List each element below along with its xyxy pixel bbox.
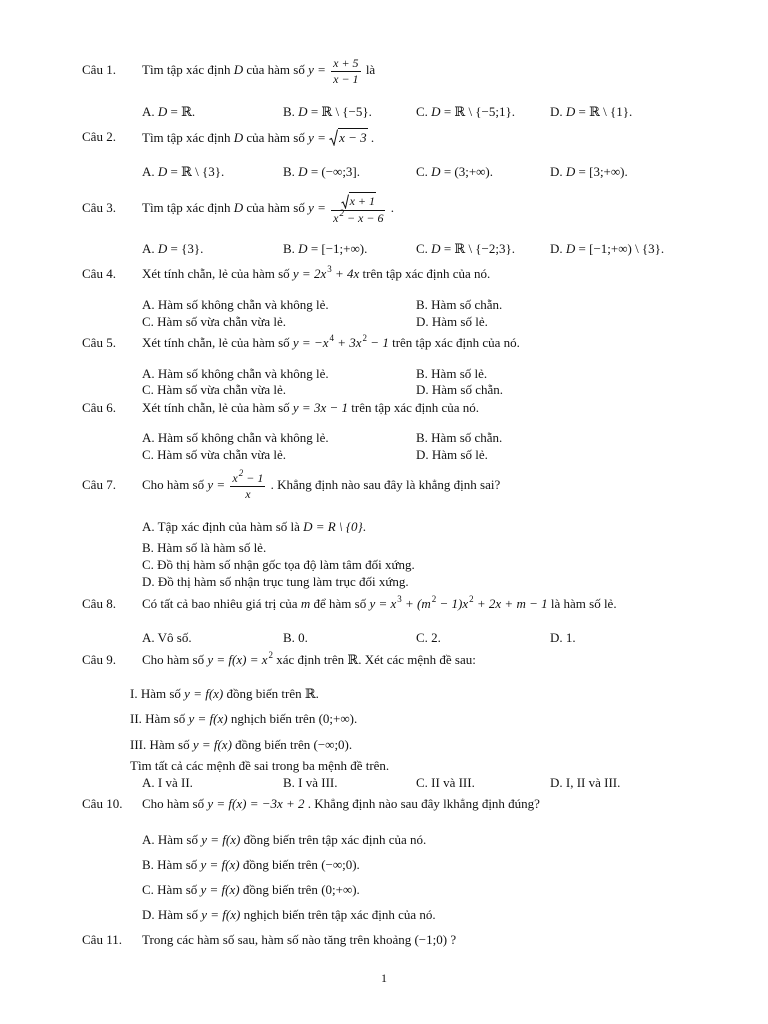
stem-text: . — [370, 130, 375, 145]
math-expression: y = f(x) — [201, 907, 241, 922]
option-a — [142, 104, 195, 120]
prompt-text: Tìm tất cả các mệnh đề sai trong ba mệnh đề trên. — [130, 758, 390, 773]
option-letter: B. — [283, 241, 295, 256]
statement-text: I. Hàm số — [130, 686, 181, 701]
option-value: = ℝ \ {1}. — [578, 104, 633, 119]
stem-text: Cho hàm số — [142, 652, 205, 667]
question-10-option-a — [0, 832, 768, 848]
math-variable: D — [565, 104, 576, 119]
question-7-option-c — [0, 557, 768, 573]
question-6 — [0, 400, 768, 416]
radical-sign — [341, 194, 349, 209]
math-variable: D — [431, 241, 441, 256]
option-b: B. Hàm số chẵn. — [416, 297, 503, 312]
math-lhs: y = — [308, 62, 326, 77]
question-2 — [0, 129, 768, 145]
option-text: C. Hàm số — [142, 882, 198, 897]
option-b: B. 0. — [283, 630, 308, 645]
question-stem — [142, 55, 376, 86]
question-label: Câu 10. — [82, 796, 123, 811]
option-d — [550, 241, 664, 257]
question-label: Câu 2. — [82, 129, 116, 144]
question-4-options-row-1 — [0, 297, 768, 313]
option-letter: C. — [416, 164, 428, 179]
option-d: D. Hàm số lẻ. — [416, 447, 488, 462]
stem-text: là — [365, 62, 376, 77]
stem-text: Xét tính chẵn, lẻ của hàm số — [142, 335, 290, 350]
question-9-statement-2 — [0, 711, 768, 727]
question-10-option-b — [0, 857, 768, 873]
fraction-numerator: x + 5 — [333, 55, 359, 70]
option-text: A. Hàm số — [142, 832, 198, 847]
fraction-numerator — [230, 467, 265, 487]
question-11 — [0, 932, 768, 948]
question-9 — [0, 652, 768, 668]
question-label: Câu 3. — [82, 200, 116, 215]
question-stem — [142, 266, 490, 282]
math-variable: D — [233, 62, 244, 77]
stem-text: là hàm số lẻ. — [550, 596, 617, 611]
question-label: Câu 4. — [82, 266, 116, 281]
option-d — [550, 104, 632, 120]
fraction-denominator — [331, 207, 385, 225]
math-expression: − 1)x — [439, 596, 469, 611]
option-c — [416, 164, 493, 180]
stem-text: trên tập xác định của nó. — [392, 335, 520, 350]
math-set: ℝ — [347, 652, 359, 667]
option-text: nghịch biến trên tập xác định của nó. — [243, 907, 436, 922]
question-stem — [142, 596, 617, 612]
math-lhs: y = — [308, 200, 326, 215]
question-7-option-a — [0, 519, 768, 535]
fraction-denominator: x — [245, 486, 251, 501]
option-text: B. Hàm số — [142, 857, 198, 872]
math-expression: y = f(x) = x — [207, 652, 268, 667]
math-variable: D — [157, 164, 168, 179]
math-lhs: y = — [207, 477, 226, 492]
option-a — [142, 241, 203, 257]
stem-text: . Khẳng định nào sau đây lkhẳng định đúng? — [307, 796, 540, 811]
fraction — [230, 467, 265, 501]
math-variable: m — [300, 596, 311, 611]
option-c — [416, 104, 515, 120]
option-value: = ℝ \ {−5;1}. — [443, 104, 515, 119]
page-number: 1 — [381, 971, 387, 985]
option-d: D. I, II và III. — [550, 775, 621, 790]
option-a: A. Hàm số không chẵn và không lẻ. — [142, 297, 329, 312]
option-c: C. Đồ thị hàm số nhận gốc tọa độ làm tâm đối xứng. — [142, 557, 415, 572]
option-value: = ℝ. — [170, 104, 196, 119]
option-d: D. Đồ thị hàm số nhận trục tung làm trục đối xứng. — [142, 574, 409, 589]
option-a: A. I và II. — [142, 775, 193, 790]
option-c: C. Hàm số vừa chẵn vừa lẻ. — [142, 382, 287, 397]
stem-text: Tìm tập xác định — [142, 130, 231, 145]
question-stem — [142, 652, 476, 668]
stem-text: Xét tính chẵn, lẻ của hàm số — [142, 266, 290, 281]
stem-text: của hàm số — [246, 62, 305, 77]
exponent: 4 — [329, 333, 334, 343]
math-interval: (−1;0) — [414, 932, 448, 947]
math-expression: y = f(x) — [184, 686, 224, 701]
math-variable: D — [298, 241, 308, 256]
math-expression: − 1 — [370, 335, 389, 350]
option-letter: A. — [142, 104, 155, 119]
option-a: A. Hàm số không chẵn và không lẻ. — [142, 430, 329, 445]
math-variable: D — [431, 164, 441, 179]
math-variable: D — [565, 164, 576, 179]
option-b: B. Hàm số lẻ. — [416, 366, 488, 381]
option-b — [283, 104, 372, 120]
option-letter: C. — [416, 104, 428, 119]
numerator-term: − 1 — [246, 470, 264, 485]
question-4 — [0, 266, 768, 282]
math-expression: D = R \ {0} — [303, 519, 363, 534]
math-expression: + (m — [405, 596, 431, 611]
stem-text: Trong các hàm số sau, hàm số nào tăng trên khoảng — [142, 932, 412, 947]
question-8-options — [0, 630, 768, 646]
statement-text: III. Hàm số — [130, 737, 190, 752]
option-text: A. Tập xác định của hàm số là — [142, 519, 300, 534]
option-b: B. Hàm số là hàm số lẻ. — [142, 540, 267, 555]
option-letter: D. — [550, 241, 563, 256]
option-text: đồng biến trên tập xác định của nó. — [243, 832, 427, 847]
radicand: x + 1 — [349, 193, 376, 208]
option-c: C. Hàm số vừa chẵn vừa lẻ. — [142, 447, 287, 462]
question-10-option-c — [0, 882, 768, 898]
option-value: = [−1;+∞) \ {3}. — [578, 241, 665, 256]
question-label: Câu 9. — [82, 652, 116, 667]
exponent: 2 — [268, 650, 273, 660]
stem-text: Xét tính chẵn, lẻ của hàm số — [142, 400, 290, 415]
statement-text: đồng biến trên — [226, 686, 302, 701]
option-letter: A. — [142, 164, 155, 179]
radical-sign — [329, 129, 338, 146]
option-c — [142, 882, 360, 898]
question-label: Câu 6. — [82, 400, 116, 415]
math-variable: D — [233, 130, 244, 145]
question-8 — [0, 596, 768, 612]
option-value: = ℝ \ {3}. — [170, 164, 225, 179]
math-variable: D — [565, 241, 576, 256]
question-9-statement-3 — [0, 737, 768, 753]
question-6-options-row-1 — [0, 430, 768, 446]
math-expression: y = 3x − 1 — [292, 400, 348, 415]
question-3-options — [0, 241, 768, 257]
option-a — [142, 164, 224, 180]
statement — [130, 737, 352, 753]
stem-text: trên tập xác định của nó. — [351, 400, 480, 415]
math-variable: D — [157, 104, 168, 119]
math-interval: ℝ. — [304, 686, 319, 701]
option-value: = ℝ \ {−2;3}. — [443, 241, 515, 256]
math-expression: y = f(x) — [192, 737, 232, 752]
option-d — [142, 907, 436, 923]
option-d — [550, 164, 628, 180]
math-expression: y = f(x) — [188, 711, 228, 726]
option-a: A. Hàm số không chẵn và không lẻ. — [142, 366, 329, 381]
stem-text: trên tập xác định của nó. — [362, 266, 491, 281]
stem-text: Cho hàm số — [142, 796, 205, 811]
math-variable: D — [157, 241, 168, 256]
question-6-options-row-2 — [0, 447, 768, 463]
question-stem — [142, 335, 520, 351]
math-expression: y = −x — [292, 335, 329, 350]
math-expression: y = 2x — [292, 266, 327, 281]
question-stem — [142, 193, 394, 225]
option-c — [416, 241, 515, 257]
question-9-statement-1 — [0, 686, 768, 702]
question-7 — [0, 467, 768, 501]
stem-text: Cho hàm số — [142, 477, 205, 492]
option-d: D. Hàm số lẻ. — [416, 314, 488, 329]
option-text: đồng biến trên — [242, 882, 318, 897]
question-9-options — [0, 775, 768, 791]
question-label: Câu 1. — [82, 62, 116, 77]
question-10-option-d — [0, 907, 768, 923]
question-1 — [0, 55, 768, 86]
option-b: B. I và III. — [283, 775, 338, 790]
math-expression: + 3x — [337, 335, 362, 350]
question-3 — [0, 193, 768, 225]
stem-text: . — [390, 200, 394, 215]
question-4-options-row-2 — [0, 314, 768, 330]
question-label: Câu 8. — [82, 596, 116, 611]
stem-text: của hàm số — [246, 130, 305, 145]
math-expression: + 4x — [334, 266, 360, 281]
option-text: D. Hàm số — [142, 907, 198, 922]
question-2-options — [0, 164, 768, 180]
option-letter: D. — [550, 164, 563, 179]
option-letter: A. — [142, 241, 155, 256]
math-expression: + 2x + m − 1 — [476, 596, 548, 611]
option-value: = [−1;+∞). — [310, 241, 368, 256]
option-b — [142, 857, 360, 873]
stem-text: Tìm tập xác định — [142, 200, 231, 215]
question-label: Câu 7. — [82, 477, 116, 492]
math-variable: D — [298, 104, 308, 119]
math-expression: y = f(x) — [200, 857, 240, 872]
option-d: D. Hàm số chẵn. — [416, 382, 504, 397]
exponent: 2 — [238, 467, 244, 478]
option-value: = [3;+∞). — [578, 164, 628, 179]
option-letter: B. — [283, 104, 295, 119]
question-7-option-b — [0, 540, 768, 556]
math-expression: y = f(x) — [200, 882, 240, 897]
exponent: 3 — [397, 594, 402, 604]
question-5-options-row-2 — [0, 382, 768, 398]
math-expression: y = x — [369, 596, 397, 611]
option-a — [142, 519, 366, 535]
numerator-term: x — [232, 470, 238, 485]
stem-text: của hàm số — [246, 200, 305, 215]
option-b — [283, 164, 360, 180]
stem-text: . Xét các mệnh đề sau: — [358, 652, 476, 667]
math-interval: (0;+∞). — [318, 711, 358, 726]
question-7-option-d — [0, 574, 768, 590]
statement-text: II. Hàm số — [130, 711, 186, 726]
option-letter: C. — [416, 241, 428, 256]
option-d: D. 1. — [550, 630, 576, 645]
square-root — [341, 194, 376, 209]
fraction — [331, 57, 360, 86]
question-stem — [142, 932, 456, 948]
question-stem — [142, 400, 479, 416]
exponent: 2 — [431, 594, 437, 604]
option-value: = (3;+∞). — [443, 164, 494, 179]
question-stem — [142, 129, 374, 146]
radical-stroke — [330, 130, 338, 146]
stem-text: để hàm số — [313, 596, 367, 611]
question-1-options — [0, 104, 768, 120]
denominator-term: − x − 6 — [346, 210, 384, 225]
statement — [130, 711, 357, 727]
question-stem — [142, 796, 540, 812]
fraction — [331, 194, 385, 225]
exponent: 3 — [327, 264, 332, 274]
exponent: 2 — [339, 207, 344, 218]
question-5 — [0, 335, 768, 351]
math-interval: (0;+∞). — [321, 882, 360, 897]
fraction-denominator: x − 1 — [333, 71, 359, 86]
option-letter: D. — [550, 104, 563, 119]
option-text: đồng biến trên — [242, 857, 318, 872]
stem-text: ? — [450, 932, 457, 947]
question-label: Câu 11. — [82, 932, 122, 947]
option-text: . — [362, 519, 367, 534]
denominator-term: x — [333, 210, 339, 225]
math-interval: (−∞;0). — [321, 857, 360, 872]
option-c: C. Hàm số vừa chẵn vừa lẻ. — [142, 314, 287, 329]
option-c: C. II và III. — [416, 775, 475, 790]
option-c: C. 2. — [416, 630, 441, 645]
question-stem — [142, 467, 501, 501]
stem-text: Tìm tập xác định — [142, 62, 231, 77]
option-value: = (−∞;3]. — [310, 164, 361, 179]
stem-text: . Khẳng định nào sau đây là khẳng định sai? — [270, 477, 501, 492]
option-value: = ℝ \ {−5}. — [310, 104, 372, 119]
option-b: B. Hàm số chẵn. — [416, 430, 503, 445]
exponent: 2 — [469, 594, 474, 604]
math-variable: D — [298, 164, 308, 179]
math-variable: D — [431, 104, 441, 119]
question-label: Câu 5. — [82, 335, 116, 350]
statement — [130, 686, 319, 702]
option-value: = {3}. — [170, 241, 204, 256]
option-a — [142, 832, 426, 848]
math-interval: (−∞;0). — [313, 737, 353, 752]
question-5-options-row-1 — [0, 366, 768, 382]
question-9-prompt — [0, 758, 768, 774]
math-lhs: y = — [308, 130, 326, 145]
math-variable: D — [233, 200, 244, 215]
option-a: A. Vô số. — [142, 630, 192, 645]
statement-text: nghịch biến trên — [230, 711, 316, 726]
option-b — [283, 241, 367, 257]
exponent: 2 — [362, 333, 368, 343]
math-expression: y = f(x) — [201, 832, 241, 847]
stem-text: Có tất cả bao nhiêu giá trị của — [142, 596, 298, 611]
question-10 — [0, 796, 768, 812]
math-expression: y = f(x) = −3x + 2 — [207, 796, 305, 811]
square-root — [329, 129, 368, 146]
statement-text: đồng biến trên — [235, 737, 311, 752]
radicand: x − 3 — [339, 130, 367, 145]
radical-stroke — [341, 194, 348, 208]
stem-text: xác định trên — [276, 652, 345, 667]
option-letter: B. — [283, 164, 295, 179]
